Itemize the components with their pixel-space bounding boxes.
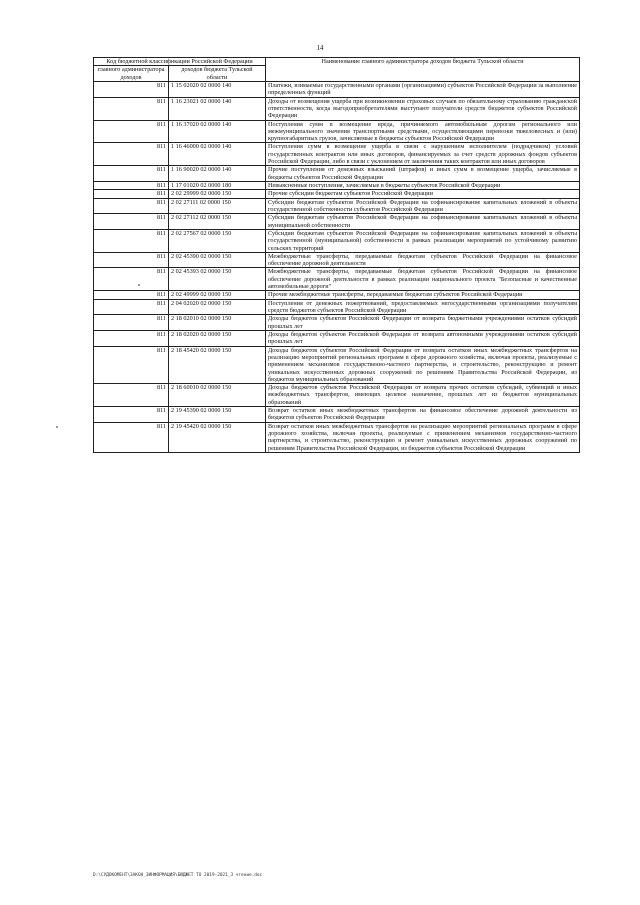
header-code-group: Код бюджетной классификации Российской Федерации [94, 58, 266, 66]
income-code-cell: 2 02 27111 02 0000 150 [169, 198, 266, 214]
header-income: доходов бюджета Тульской области [169, 66, 266, 82]
income-code-cell: 2 02 27112 02 0000 150 [169, 214, 266, 230]
admin-code-cell: 811 [94, 81, 169, 97]
budget-code-table [93, 57, 580, 453]
income-name-cell: Возврат остатков иных межбюджетных трансфертов на финансовое обеспечение дорожной деятельности из бюджетов субъектов Российской Федерации [266, 407, 580, 423]
admin-code-cell: 811 [94, 190, 169, 198]
income-name-cell: Межбюджетные трансферты, передаваемые бюджетам субъектов Российской Федерации на финансовое обеспечение дорожной деятельности [266, 252, 580, 268]
income-name-cell: Поступления сумм в возмещение вреда, причиняемого автомобильным дорогам регионального или межмуниципального значения транспортными средствами, осуществляющими перевозки тяжеловесных и (или) крупногабаритных грузов, зачисляемые в бюджеты субъектов Российской Федерации [266, 120, 580, 143]
income-name-cell: Доходы бюджетов субъектов Российской Федерации от возврата остатков иных межбюджетных трансфертов на реализацию мероприятий региональных программ в сфере дорожного хозяйства, включая проекты, реализуемые с применением механизмов государственно-частного партнерства, и строительство, реконструкцию и ремонт уникальных искусственных дорожных сооружений по решениям Правительства Российской Федерации, из бюджетов муниципальных образований [266, 346, 580, 384]
scan-speck [56, 426, 58, 428]
table-row [94, 229, 580, 252]
income-code-cell: 2 18 60010 02 0000 150 [169, 384, 266, 407]
file-path-footer: D:\СУДОКОМЕНТ\ЗАКОН_ЗИНФОРМАЦИЯ\БЮДЖЕТ ТО 2019-2021_3 чтение.doc [93, 873, 263, 878]
income-name-cell: Возврат остатков иных межбюджетных трансфертов на реализацию мероприятий региональных программ в сфере дорожного хозяйства, включая проекты, реализуемые с применением механизмов государственно-частного партнерства, и строительство, реконструкцию и ремонт уникальных искусственных дорожных сооружений по решениям Правительства Российской Федерации, из бюджетов субъектов Российской Федерации [266, 422, 580, 452]
admin-code-cell: 811 [94, 182, 169, 190]
admin-code-cell: 811 [94, 268, 169, 291]
income-name-cell: Прочие межбюджетные трансферты, передаваемые бюджетам субъектов Российской Федерации [266, 291, 580, 299]
table-row [94, 422, 580, 452]
income-name-cell: Доходы бюджетов субъектов Российской Федерации от возврата автономными учреждениями остатков субсидий прошлых лет [266, 330, 580, 346]
income-code-cell: 2 18 02010 02 0000 150 [169, 315, 266, 331]
income-code-cell: 1 16 46000 02 0000 140 [169, 143, 266, 166]
income-code-cell: 1 16 90020 02 0000 140 [169, 166, 266, 182]
income-code-cell: 2 02 45393 02 0000 150 [169, 268, 266, 291]
table-row [94, 252, 580, 268]
income-name-cell: Прочие поступления от денежных взысканий (штрафов) и иных сумм в возмещение ущерба, зачисляемые в бюджеты субъектов Российской Федерации [266, 166, 580, 182]
income-name-cell: Доходы от возмещения ущерба при возникновении страховых случаев по обязательному страхованию гражданской ответственности, когда выгодоприобретателями выступают получатели средств бюджетов субъектов Российской Федерации [266, 97, 580, 120]
income-code-cell: 1 16 37020 02 0000 140 [169, 120, 266, 143]
admin-code-cell: 811 [94, 384, 169, 407]
income-name-cell: Субсидии бюджетам субъектов Российской Федерации на софинансирование капитальных вложений в объекты муниципальной собственности [266, 214, 580, 230]
income-name-cell: Субсидии бюджетам субъектов Российской Федерации на софинансирование капитальных вложений в объекты государственной собственности субъектов Российской Федерации [266, 198, 580, 214]
admin-code-cell: 811 [94, 143, 169, 166]
income-code-cell: 2 02 45390 02 0000 150 [169, 252, 266, 268]
income-name-cell: Субсидии бюджетам субъектов Российской Федерации на софинансирование капитальных вложений в объекты государственной (муниципальной) собственности в рамках реализации мероприятий по устойчивому развитию сельских территорий [266, 229, 580, 252]
income-code-cell: 2 02 29999 02 0000 150 [169, 190, 266, 198]
table-row [94, 346, 580, 384]
table-row [94, 120, 580, 143]
admin-code-cell: 811 [94, 214, 169, 230]
table-row [94, 143, 580, 166]
admin-code-cell: 811 [94, 299, 169, 315]
admin-code-cell: 811 [94, 252, 169, 268]
income-code-cell: 2 19 45420 02 0000 150 [169, 422, 266, 452]
table-row [94, 268, 580, 291]
income-name-cell: Поступления сумм в возмещение ущерба в связи с нарушением исполнителем (подрядчиком) условий государственных контрактов или иных договоров, финансируемых за счет средств дорожных фондов субъектов Российской Федерации, либо в связи с уклонением от заключения таких контрактов или иных договоров [266, 143, 580, 166]
income-code-cell: 1 15 02020 02 0000 140 [169, 81, 266, 97]
admin-code-cell: 811 [94, 166, 169, 182]
table-row [94, 97, 580, 120]
table-row [94, 407, 580, 423]
income-code-cell: 2 18 45420 02 0000 150 [169, 346, 266, 384]
scan-speck [138, 284, 140, 286]
admin-code-cell: 811 [94, 330, 169, 346]
admin-code-cell: 811 [94, 229, 169, 252]
income-name-cell: Доходы бюджетов субъектов Российской Федерации от возврата прочих остатков субсидий, субвенций и иных межбюджетных трансфертов, имеющих целевое назначение, прошлых лет из бюджетов муниципальных образований [266, 384, 580, 407]
admin-code-cell: 811 [94, 422, 169, 452]
header-name: Наименование главного администратора доходов бюджета Тульской области [266, 58, 580, 82]
table-row [94, 299, 580, 315]
income-name-cell: Прочие субсидии бюджетам субъектов Российской Федерации [266, 190, 580, 198]
table-body [94, 81, 580, 452]
table-row [94, 81, 580, 97]
income-code-cell: 2 04 02020 02 0000 150 [169, 299, 266, 315]
income-code-cell: 2 02 27567 02 0000 150 [169, 229, 266, 252]
table-row [94, 182, 580, 190]
admin-code-cell: 811 [94, 346, 169, 384]
table-row [94, 330, 580, 346]
income-name-cell: Межбюджетные трансферты, передаваемые бюджетам субъектов Российской Федерации на финансовое обеспечение дорожной деятельности в рамках реализации национального проекта "Безопасные и качественные автомобильные дороги" [266, 268, 580, 291]
income-code-cell: 1 17 01020 02 0000 180 [169, 182, 266, 190]
admin-code-cell: 811 [94, 198, 169, 214]
income-code-cell: 2 18 02020 02 0000 150 [169, 330, 266, 346]
income-name-cell: Платежи, взимаемые государственными органами (организациями) субъектов Российской Федерации за выполнение определенных функций [266, 81, 580, 97]
table-row [94, 384, 580, 407]
admin-code-cell: 811 [94, 120, 169, 143]
table-row [94, 214, 580, 230]
income-code-cell: 1 16 23021 02 0000 140 [169, 97, 266, 120]
table-row [94, 190, 580, 198]
admin-code-cell: 811 [94, 315, 169, 331]
table-row [94, 315, 580, 331]
income-name-cell: Невыясненные поступления, зачисляемые в бюджеты субъектов Российской Федерации [266, 182, 580, 190]
admin-code-cell: 811 [94, 97, 169, 120]
income-name-cell: Доходы бюджетов субъектов Российской Федерации от возврата бюджетными учреждениями остатков субсидий прошлых лет [266, 315, 580, 331]
table-row [94, 291, 580, 299]
income-code-cell: 2 02 49999 02 0000 150 [169, 291, 266, 299]
header-admin: главного администратора доходов [94, 66, 169, 82]
income-code-cell: 2 19 45390 02 0000 150 [169, 407, 266, 423]
admin-code-cell: 811 [94, 291, 169, 299]
table-row [94, 166, 580, 182]
page-number: 14 [316, 44, 324, 52]
income-name-cell: Поступления от денежных пожертвований, предоставляемых негосударственными организациями получателям средств бюджетов субъектов Российской Федерации [266, 299, 580, 315]
admin-code-cell: 811 [94, 407, 169, 423]
table-row [94, 198, 580, 214]
